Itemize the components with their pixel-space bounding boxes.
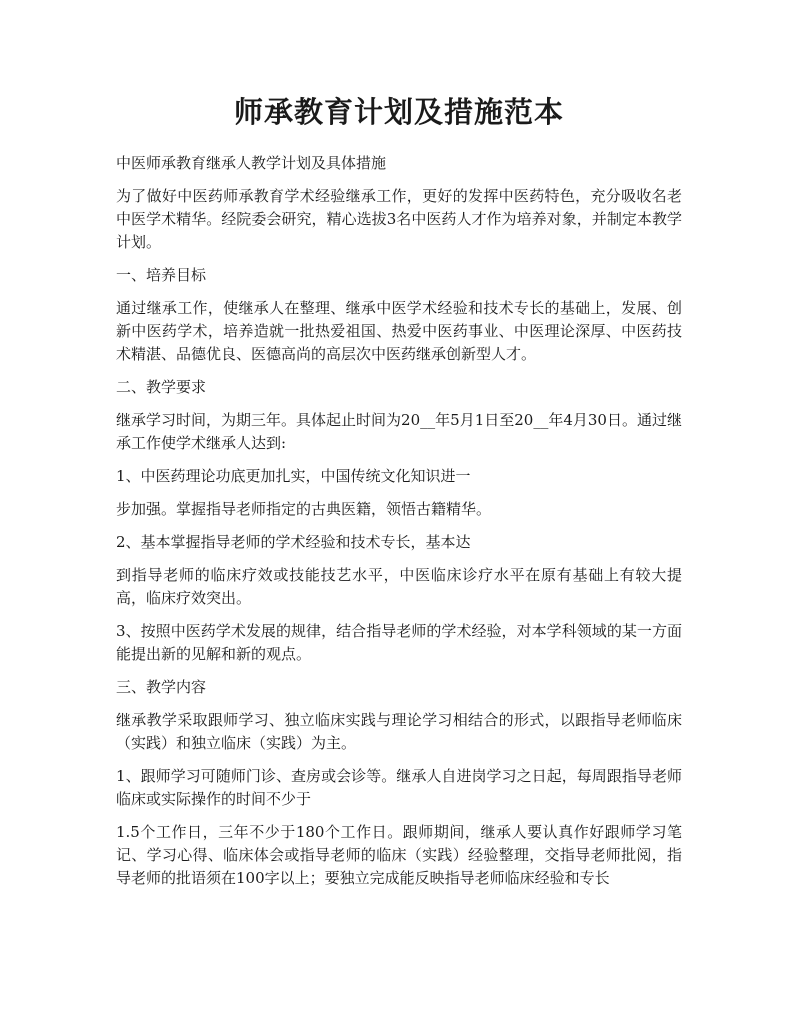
- content-1-line-1: 1、跟师学习可随师门诊、查房或会诊等。继承人自进岗学习之日起，每周跟指导老师临床或实际操作的时间不少于: [116, 767, 682, 808]
- paragraph-training-goal: 通过继承工作，使继承人在整理、继承中医学术经验和技术专长的基础上，发展、创新中医药学术，培养造就一批热爱祖国、热爱中医药事业、中医理论深厚、中医药技术精湛、品德优良、医德高尚的高层次中医药继承创新型人才。: [116, 299, 682, 363]
- document-title: 师承教育计划及措施范本: [233, 95, 564, 129]
- requirement-2-line-2: 到指导老师的临床疗效或技能技艺水平，中医临床诊疗水平在原有基础上有较大提高，临床疗效突出。: [116, 566, 682, 607]
- paragraph-teaching-form: 继承教学采取跟师学习、独立临床实践与理论学习相结合的形式，以跟指导老师临床（实践）和独立临床（实践）为主。: [116, 711, 682, 752]
- heading-teaching-requirements: 二、教学要求: [116, 378, 207, 396]
- requirement-3: 3、按照中医药学术发展的规律，结合指导老师的学术经验，对本学科领域的某一方面能提出新的见解和新的观点。: [116, 622, 682, 663]
- heading-teaching-content: 三、教学内容: [116, 678, 207, 696]
- requirement-2-line-1: 2、基本掌握指导老师的学术经验和技术专长，基本达: [116, 533, 471, 551]
- heading-training-goal: 一、培养目标: [116, 266, 207, 284]
- paragraph-intro: 为了做好中医药师承教育学术经验继承工作，更好的发挥中医药特色，充分吸收名老中医学术精华。经院委会研究，精心选拔3名中医药人才作为培养对象，并制定本教学计划。: [116, 187, 682, 251]
- paragraph-subtitle: 中医师承教育继承人教学计划及具体措施: [116, 154, 387, 172]
- paragraph-study-period: 继承学习时间，为期三年。具体起止时间为20__年5月1日至20__年4月30日。通过继承工作使学术继承人达到:: [116, 411, 682, 452]
- requirement-1-line-1: 1、中医药理论功底更加扎实，中国传统文化知识进一: [116, 467, 471, 485]
- content-1-line-2: 1.5个工作日，三年不少于180个工作日。跟师期间，继承人要认真作好跟师学习笔记、学习心得、临床体会或指导老师的临床（实践）经验整理，交指导老师批阅，指导老师的批语须在100字以上；要独立完成能反映指导老师临床经验和专长: [116, 823, 682, 887]
- requirement-1-line-2: 步加强。掌握指导老师指定的古典医籍，领悟古籍精华。: [116, 500, 492, 518]
